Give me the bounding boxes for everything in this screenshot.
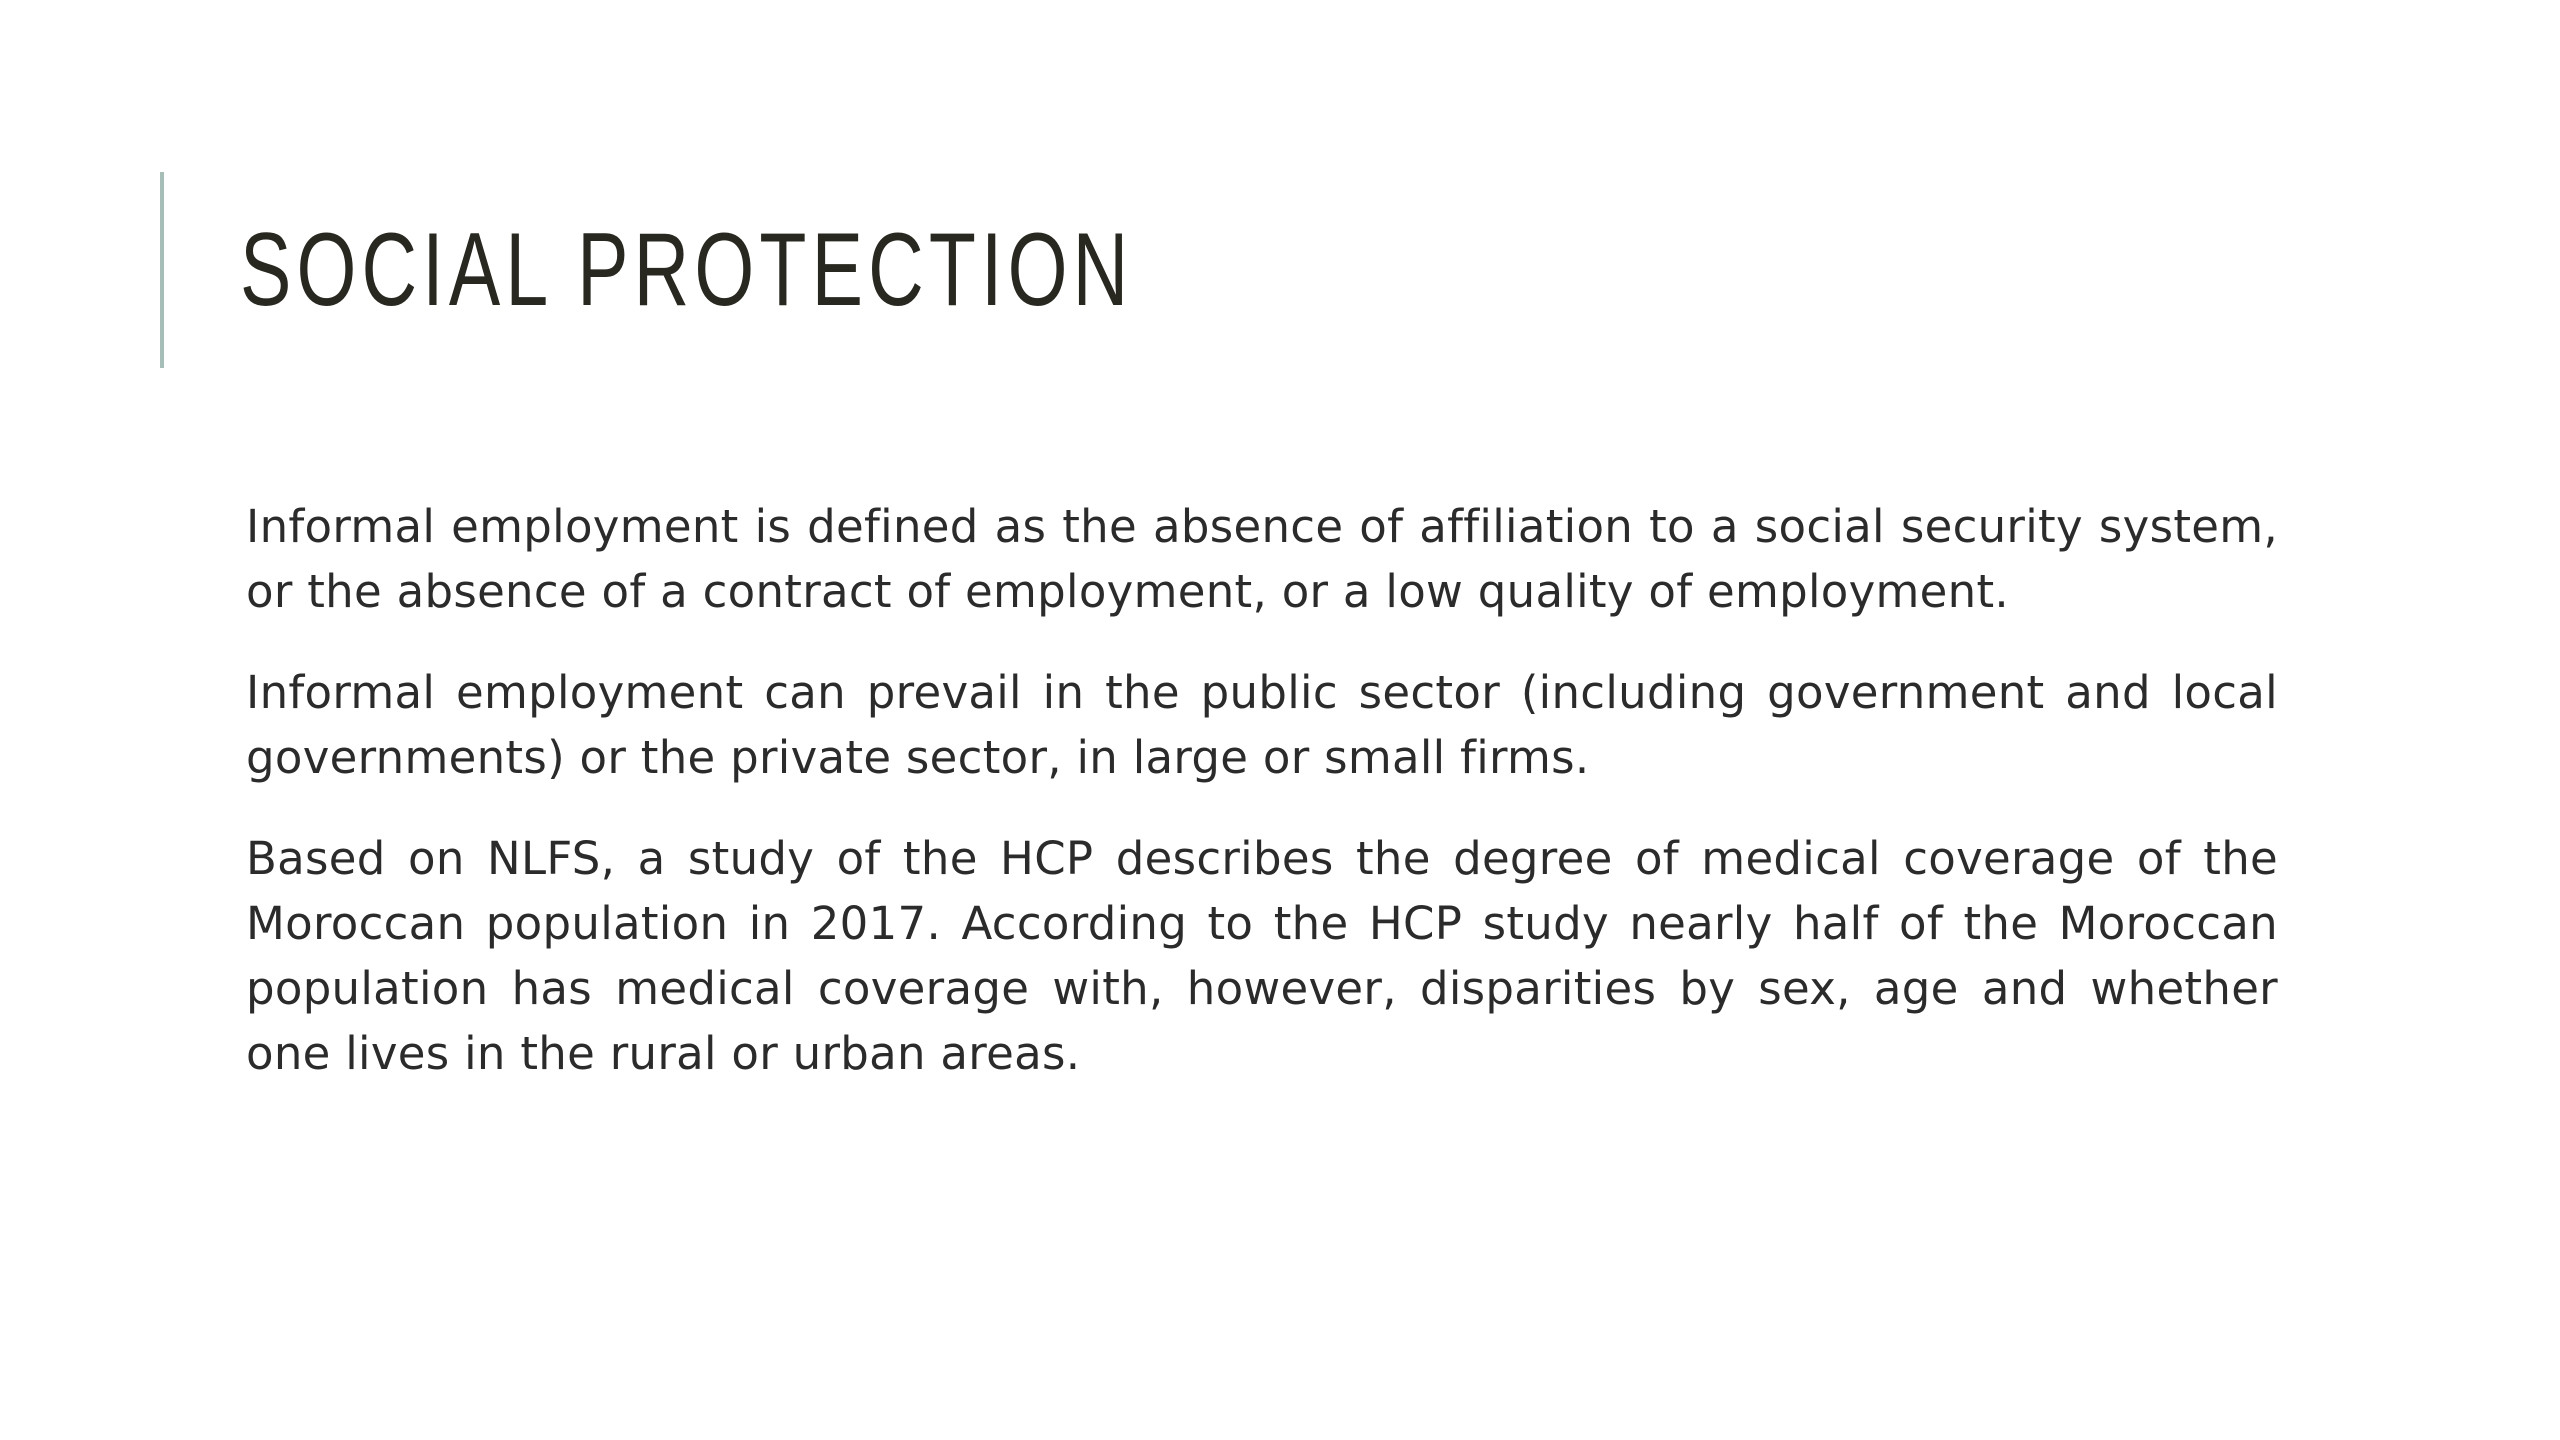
slide-title: SOCIAL PROTECTION: [240, 212, 1134, 328]
title-accent-bar: [160, 172, 164, 368]
slide-body: [246, 494, 2278, 1122]
body-paragraph-informal-definition: Informal employment is defined as the absence of affiliation to a social security system, or the absence of a contract of employment, or a low quality of employment.: [246, 500, 2278, 618]
body-paragraph-hcp-study: Based on NLFS, a study of the HCP describes the degree of medical coverage of the Moroccan population in 2017. According to the HCP study nearly half of the Moroccan population has medical coverage with, however, disparities by sex, age and whether one lives in the rural or urban areas.: [246, 832, 2278, 1080]
body-paragraph-sectors: Informal employment can prevail in the public sector (including government and local governments) or the private sector, in large or small firms.: [246, 666, 2278, 784]
